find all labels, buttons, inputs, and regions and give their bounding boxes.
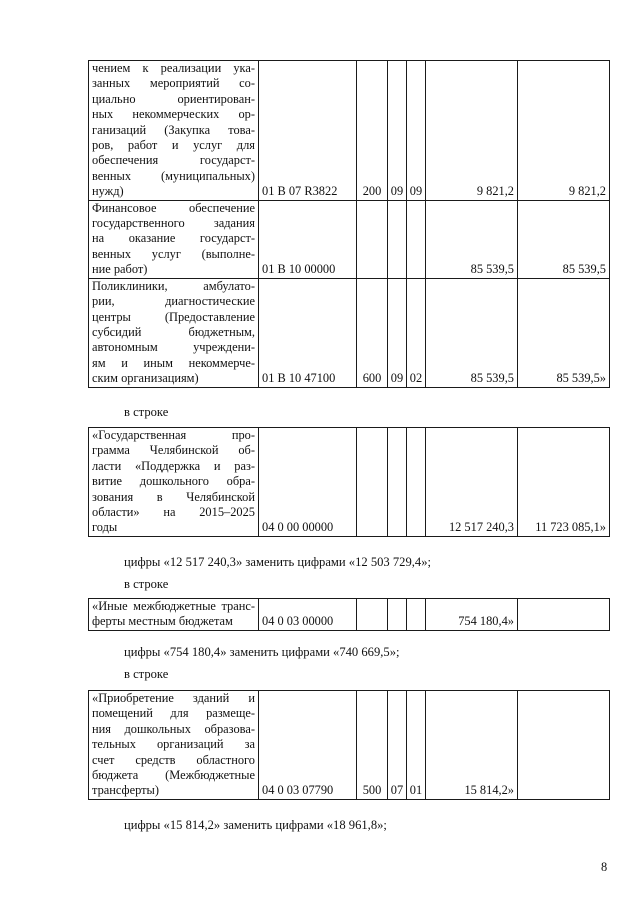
table-row	[89, 61, 610, 201]
instruction-text: цифры «15 814,2» заменить цифрами «18 961,8»;	[124, 818, 387, 832]
section-code	[388, 599, 407, 631]
expense-type-code	[357, 428, 388, 537]
instruction-label: в строке	[124, 405, 169, 419]
budget-table-preschool-program	[88, 427, 610, 537]
section-code: 09	[388, 278, 407, 387]
instruction-text: цифры «12 517 240,3» заменить цифрами «12 503 729,4»;	[124, 555, 431, 569]
row-name-line: «Приобретение зданий и	[92, 691, 255, 705]
row-name-line: чением к реализации ука-	[92, 61, 255, 75]
instruction-label: в строке	[124, 667, 169, 681]
row-name	[89, 691, 259, 800]
row-name-line: области» на 2015–2025	[92, 505, 255, 520]
amount-year-2	[518, 691, 610, 800]
row-name-line: Финансовое обеспечение	[92, 200, 255, 215]
amount-year-1: 85 539,5	[426, 278, 518, 387]
table-body	[89, 428, 610, 537]
row-name-line: ферты местным бюджетам	[92, 614, 233, 629]
row-name	[89, 428, 259, 537]
row-name-line: тельных организаций за	[92, 737, 255, 752]
subsection-code: 02	[407, 278, 426, 387]
row-name-line: помещений для размеще-	[92, 706, 255, 721]
row-name	[89, 61, 259, 201]
section-code	[388, 428, 407, 537]
row-name-line: ров, работ и услуг для	[92, 138, 255, 153]
table-row	[89, 278, 610, 387]
amount-year-2	[518, 599, 610, 631]
amount-year-1: 15 814,2»	[426, 691, 518, 800]
row-name-line: ским организациям)	[92, 371, 199, 386]
instruction-label: в строке	[124, 577, 169, 591]
amount-year-2: 85 539,5»	[518, 278, 610, 387]
row-name-line: автономным учреждени-	[92, 340, 255, 355]
row-name-line: государственного задания	[92, 216, 255, 231]
table-row	[89, 599, 610, 631]
row-name-line: зования в Челябинской	[92, 489, 255, 504]
row-name-line: бюджета (Межбюджетные	[92, 768, 255, 783]
row-name-line: «Иные межбюджетные транс-	[92, 599, 255, 613]
page-number: 8	[601, 860, 608, 874]
budget-code: 01 В 10 00000	[259, 200, 357, 278]
expense-type-code: 200	[357, 61, 388, 201]
expense-type-code: 600	[357, 278, 388, 387]
row-name-line: обеспечения государст-	[92, 153, 255, 168]
table-body	[89, 691, 610, 800]
section-code: 09	[388, 61, 407, 201]
row-name	[89, 599, 259, 631]
row-name-line: витие дошкольного обра-	[92, 474, 255, 489]
row-name-line: центры (Предоставление	[92, 309, 255, 324]
row-name-line: ганизаций (Закупка това-	[92, 122, 255, 137]
table-row	[89, 428, 610, 537]
row-name-line: ласти «Поддержка и раз-	[92, 458, 255, 473]
amount-year-2: 85 539,5	[518, 200, 610, 278]
row-name-line: грамма Челябинской об-	[92, 443, 255, 458]
budget-code: 04 0 03 00000	[259, 599, 357, 631]
row-name	[89, 200, 259, 278]
amount-year-2: 11 723 085,1»	[518, 428, 610, 537]
amount-year-1: 85 539,5	[426, 200, 518, 278]
row-name-line: ние работ)	[92, 262, 148, 277]
row-name-line: нужд)	[92, 184, 124, 199]
row-name-line: венных (муниципальных)	[92, 168, 255, 183]
row-name-line: на оказание государст-	[92, 231, 255, 246]
row-name-line: годы	[92, 520, 118, 535]
row-name-line: трансферты)	[92, 783, 159, 798]
budget-code: 04 0 00 00000	[259, 428, 357, 537]
row-name-line: занных мероприятий со-	[92, 76, 255, 91]
amount-year-1: 9 821,2	[426, 61, 518, 201]
row-name-line: венных услуг (выполне-	[92, 246, 255, 261]
row-name-line: ных некоммерческих ор-	[92, 107, 255, 122]
section-code: 07	[388, 691, 407, 800]
expense-type-code	[357, 599, 388, 631]
row-name	[89, 278, 259, 387]
section-code	[388, 200, 407, 278]
table-row	[89, 691, 610, 800]
row-name-line: ния дошкольных образова-	[92, 721, 255, 736]
subsection-code: 09	[407, 61, 426, 201]
row-name-line: счет средств областного	[92, 752, 255, 767]
row-name-line: «Государственная про-	[92, 428, 255, 442]
budget-code: 04 0 03 07790	[259, 691, 357, 800]
budget-table-continuation	[88, 60, 610, 388]
subsection-code: 01	[407, 691, 426, 800]
row-name-line: субсидий бюджетным,	[92, 324, 255, 339]
budget-table-interbudget-transfers	[88, 598, 610, 631]
row-name-line: рии, диагностические	[92, 294, 255, 309]
subsection-code	[407, 200, 426, 278]
subsection-code	[407, 428, 426, 537]
amount-year-1: 12 517 240,3	[426, 428, 518, 537]
expense-type-code: 500	[357, 691, 388, 800]
budget-code: 01 В 07 R3822	[259, 61, 357, 201]
table-body	[89, 61, 610, 388]
budget-table-building-purchase	[88, 690, 610, 800]
expense-type-code	[357, 200, 388, 278]
subsection-code	[407, 599, 426, 631]
instruction-text: цифры «754 180,4» заменить цифрами «740 669,5»;	[124, 645, 400, 659]
row-name-line: Поликлиники, амбулато-	[92, 278, 255, 293]
row-name-line: ям и иным некоммерче-	[92, 355, 255, 370]
budget-code: 01 В 10 47100	[259, 278, 357, 387]
row-name-line: циально ориентирован-	[92, 91, 255, 106]
table-row	[89, 200, 610, 278]
amount-year-1: 754 180,4»	[426, 599, 518, 631]
table-body	[89, 599, 610, 631]
amount-year-2: 9 821,2	[518, 61, 610, 201]
